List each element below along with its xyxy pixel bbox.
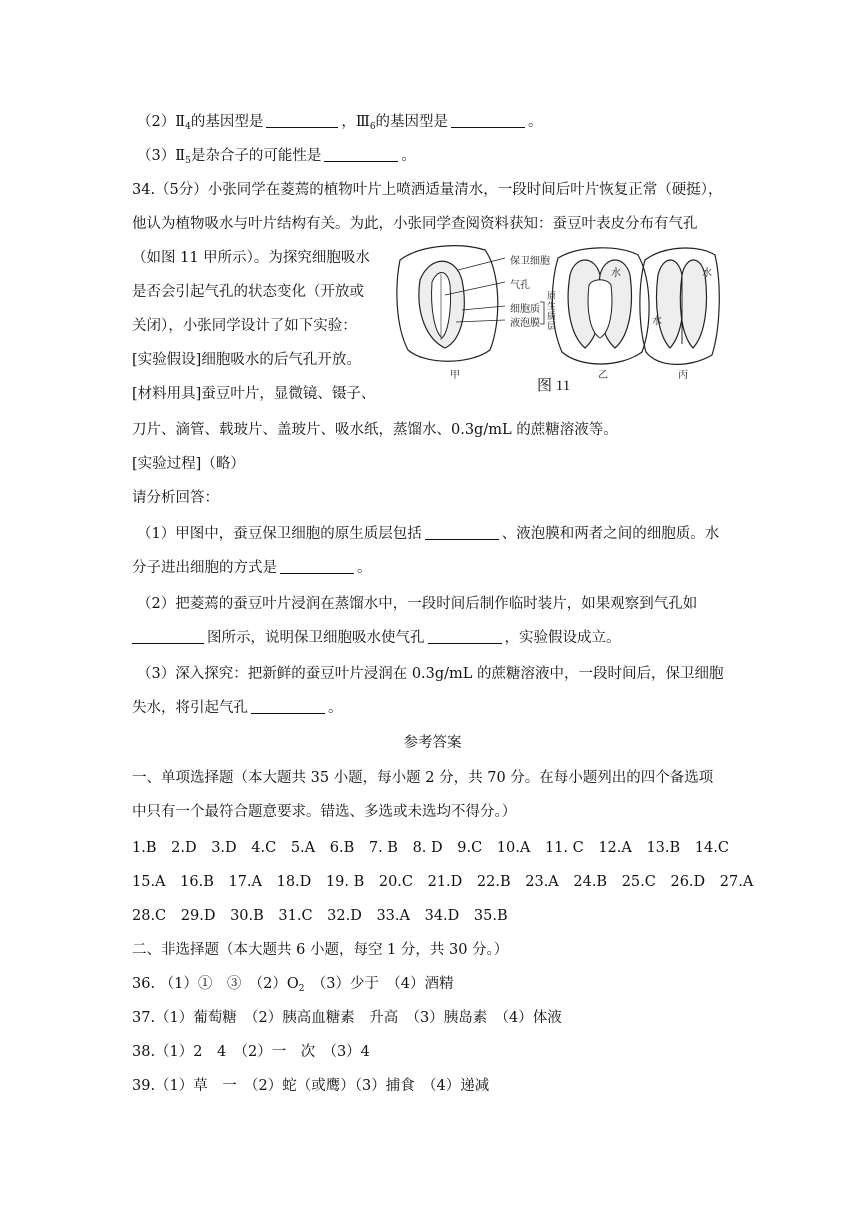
answer-36: 36. （1）① ③ $(2)O_2$ （3）少于 （4）酒精 — [132, 976, 454, 994]
answer-blank[interactable] — [132, 628, 204, 644]
answer-item: 33.A — [376, 908, 410, 924]
answer-item: 16.B — [180, 874, 214, 890]
label-water: 水 — [611, 268, 621, 279]
figure-caption: 图 11 — [537, 378, 571, 394]
q34-stem-line4: 是否会引起气孔的状态变化（开放或 — [132, 284, 364, 300]
answer-blank[interactable] — [251, 698, 325, 714]
answer-item: 23.A — [525, 874, 559, 890]
answer-item: 34.D — [424, 908, 460, 924]
answer-item: 13.B — [646, 840, 681, 856]
answer-item: 11. C — [544, 840, 584, 856]
answers-row2 — [132, 872, 763, 892]
answer-item: 22.B — [476, 874, 511, 890]
panel-label-yi: 乙 — [598, 370, 608, 381]
answer-item: 7. B — [368, 840, 398, 856]
answer-item: 10.A — [496, 840, 531, 856]
answer-item: 17.A — [228, 874, 262, 890]
section2-desc: 二、非选择题（本大题共 6 小题，每空 1 分，共 30 分。） — [132, 942, 509, 958]
answer-item: 20.C — [378, 874, 413, 890]
q34-question3-line1: （3）深入探究：把新鲜的蚕豆叶片浸润在 0.3g/mL 的蔗糖溶液中，一段时间后，保卫细胞 — [137, 666, 724, 682]
answer-39: 39.（1）草 一 （2）蛇（或鹰）（3）捕食 （4）递减 — [132, 1078, 490, 1094]
label-protoplast-layer: 原生质层 — [547, 292, 557, 332]
answer-item: 29.D — [180, 908, 216, 924]
answer-item: 3.D — [211, 840, 237, 856]
answer-item: 6.B — [329, 840, 355, 856]
answer-item: 26.D — [670, 874, 706, 890]
answer-blank[interactable] — [266, 112, 338, 128]
q34-materials-line2: 刀片、滴管、载玻片、盖玻片、吸水纸，蒸馏水、0.3g/mL 的蔗糖溶液等。 — [132, 422, 618, 438]
q34-stem-line1: 34.（5分）小张同学在菱蔫的植物叶片上喷洒适量清水，一段时间后叶片恢复正常（硬挺）， — [132, 182, 723, 198]
label-water: 水 — [702, 268, 712, 279]
answer-item: 18.D — [276, 874, 312, 890]
answer-item: 21.D — [427, 874, 463, 890]
q34-question3-line2: 失水，将引起气孔 。 — [132, 700, 343, 716]
answer-item: 19. B — [325, 874, 365, 890]
answer-item: 27.A — [719, 874, 754, 890]
q34-stem-line5: 关闭），小张同学设计了如下实验： — [132, 318, 357, 334]
section1-desc-line2: 中只有一个最符合题意要求。错选、多选或未选均不得分。） — [132, 804, 517, 820]
answer-38: 38.（1）2 4 （2）一 次 （3）4 — [132, 1044, 370, 1060]
answer-item: 1.B — [132, 840, 157, 856]
q34-question1-line1: （1）甲图中，蚕豆保卫细胞的原生质层包括 、液泡膜和两者之间的细胞质。水 — [137, 526, 720, 542]
q34-procedure: [实验过程]（略） — [132, 456, 245, 472]
panel-label-jia: 甲 — [450, 370, 460, 381]
q34-stem-line3: （如图 11 甲所示）。为探究细胞吸水 — [132, 250, 370, 266]
answers-row1 — [132, 838, 739, 858]
answer-item: 30.B — [230, 908, 264, 924]
label-stoma: 气孔 — [510, 280, 530, 291]
section1-desc-line1: 一、单项选择题（本大题共 35 小题，每小题 2 分，共 70 分。在每小题列出的四个备选项 — [132, 770, 714, 786]
answer-blank[interactable] — [280, 558, 354, 574]
answer-item: 14.C — [694, 840, 729, 856]
answer-blank[interactable] — [425, 524, 499, 540]
q34-prompt: 请分析回答： — [132, 490, 219, 506]
answer-item: 15.A — [132, 874, 166, 890]
panel-label-bing: 丙 — [678, 370, 688, 381]
answer-blank[interactable] — [451, 112, 525, 128]
answer-item: 28.C — [132, 908, 167, 924]
q34-stem-line2: 他认为植物吸水与叶片结构有关。为此，小张同学查阅资料获知：蚕豆叶表皮分布有气孔 — [132, 216, 698, 232]
label-guard-cell: 保卫细胞 — [510, 256, 550, 267]
answer-item: 4.C — [251, 840, 277, 856]
answer-item: 35.B — [473, 908, 508, 924]
label-vacuole-membrane: 液泡膜 — [510, 318, 540, 329]
answer-item: 5.A — [290, 840, 316, 856]
answer-item: 25.C — [621, 874, 656, 890]
answer-item: 31.C — [278, 908, 313, 924]
q34-hypothesis: [实验假设]细胞吸水的后气孔开放。 — [132, 352, 361, 368]
answer-blank[interactable] — [324, 146, 398, 162]
answer-item: 12.A — [598, 840, 632, 856]
q33-part3: $(3)Ⅱ_5$是杂合子的可能性是 。 — [137, 148, 416, 166]
answer-item: 24.B — [573, 874, 608, 890]
q34-question2-line2: 图所示，说明保卫细胞吸水使气孔 ，实验假设成立。 — [132, 628, 621, 648]
label-water: 水 — [652, 316, 662, 327]
answer-item: 9.C — [457, 840, 483, 856]
q33-part2: $(2)Ⅱ_4$的基因型是 ，$Ⅲ_6$的基因型是 。 — [137, 114, 543, 132]
q34-question2-line1: （2）把菱蔫的蚕豆叶片浸润在蒸馏水中，一段时间后制作临时装片，如果观察到气孔如 — [137, 596, 698, 612]
answers-heading: 参考答案 — [403, 735, 462, 751]
answer-blank[interactable] — [428, 628, 502, 644]
label-cytoplasm: 细胞质 — [510, 304, 540, 315]
answer-item: 8. D — [412, 840, 443, 856]
q34-question1-line2: 分子进出细胞的方式是 。 — [132, 560, 372, 576]
q34-materials-line1: [材料用具]蚕豆叶片，显微镜、镊子、 — [132, 386, 376, 402]
answer-item: 32.D — [327, 908, 362, 924]
stomata-figure — [390, 240, 720, 390]
answer-37: 37.（1）葡萄糖 （2）胰高血糖素 升高 （3）胰岛素 （4）体液 — [132, 1010, 562, 1026]
answers-row3 — [132, 906, 518, 926]
answer-item: 2.D — [171, 840, 197, 856]
